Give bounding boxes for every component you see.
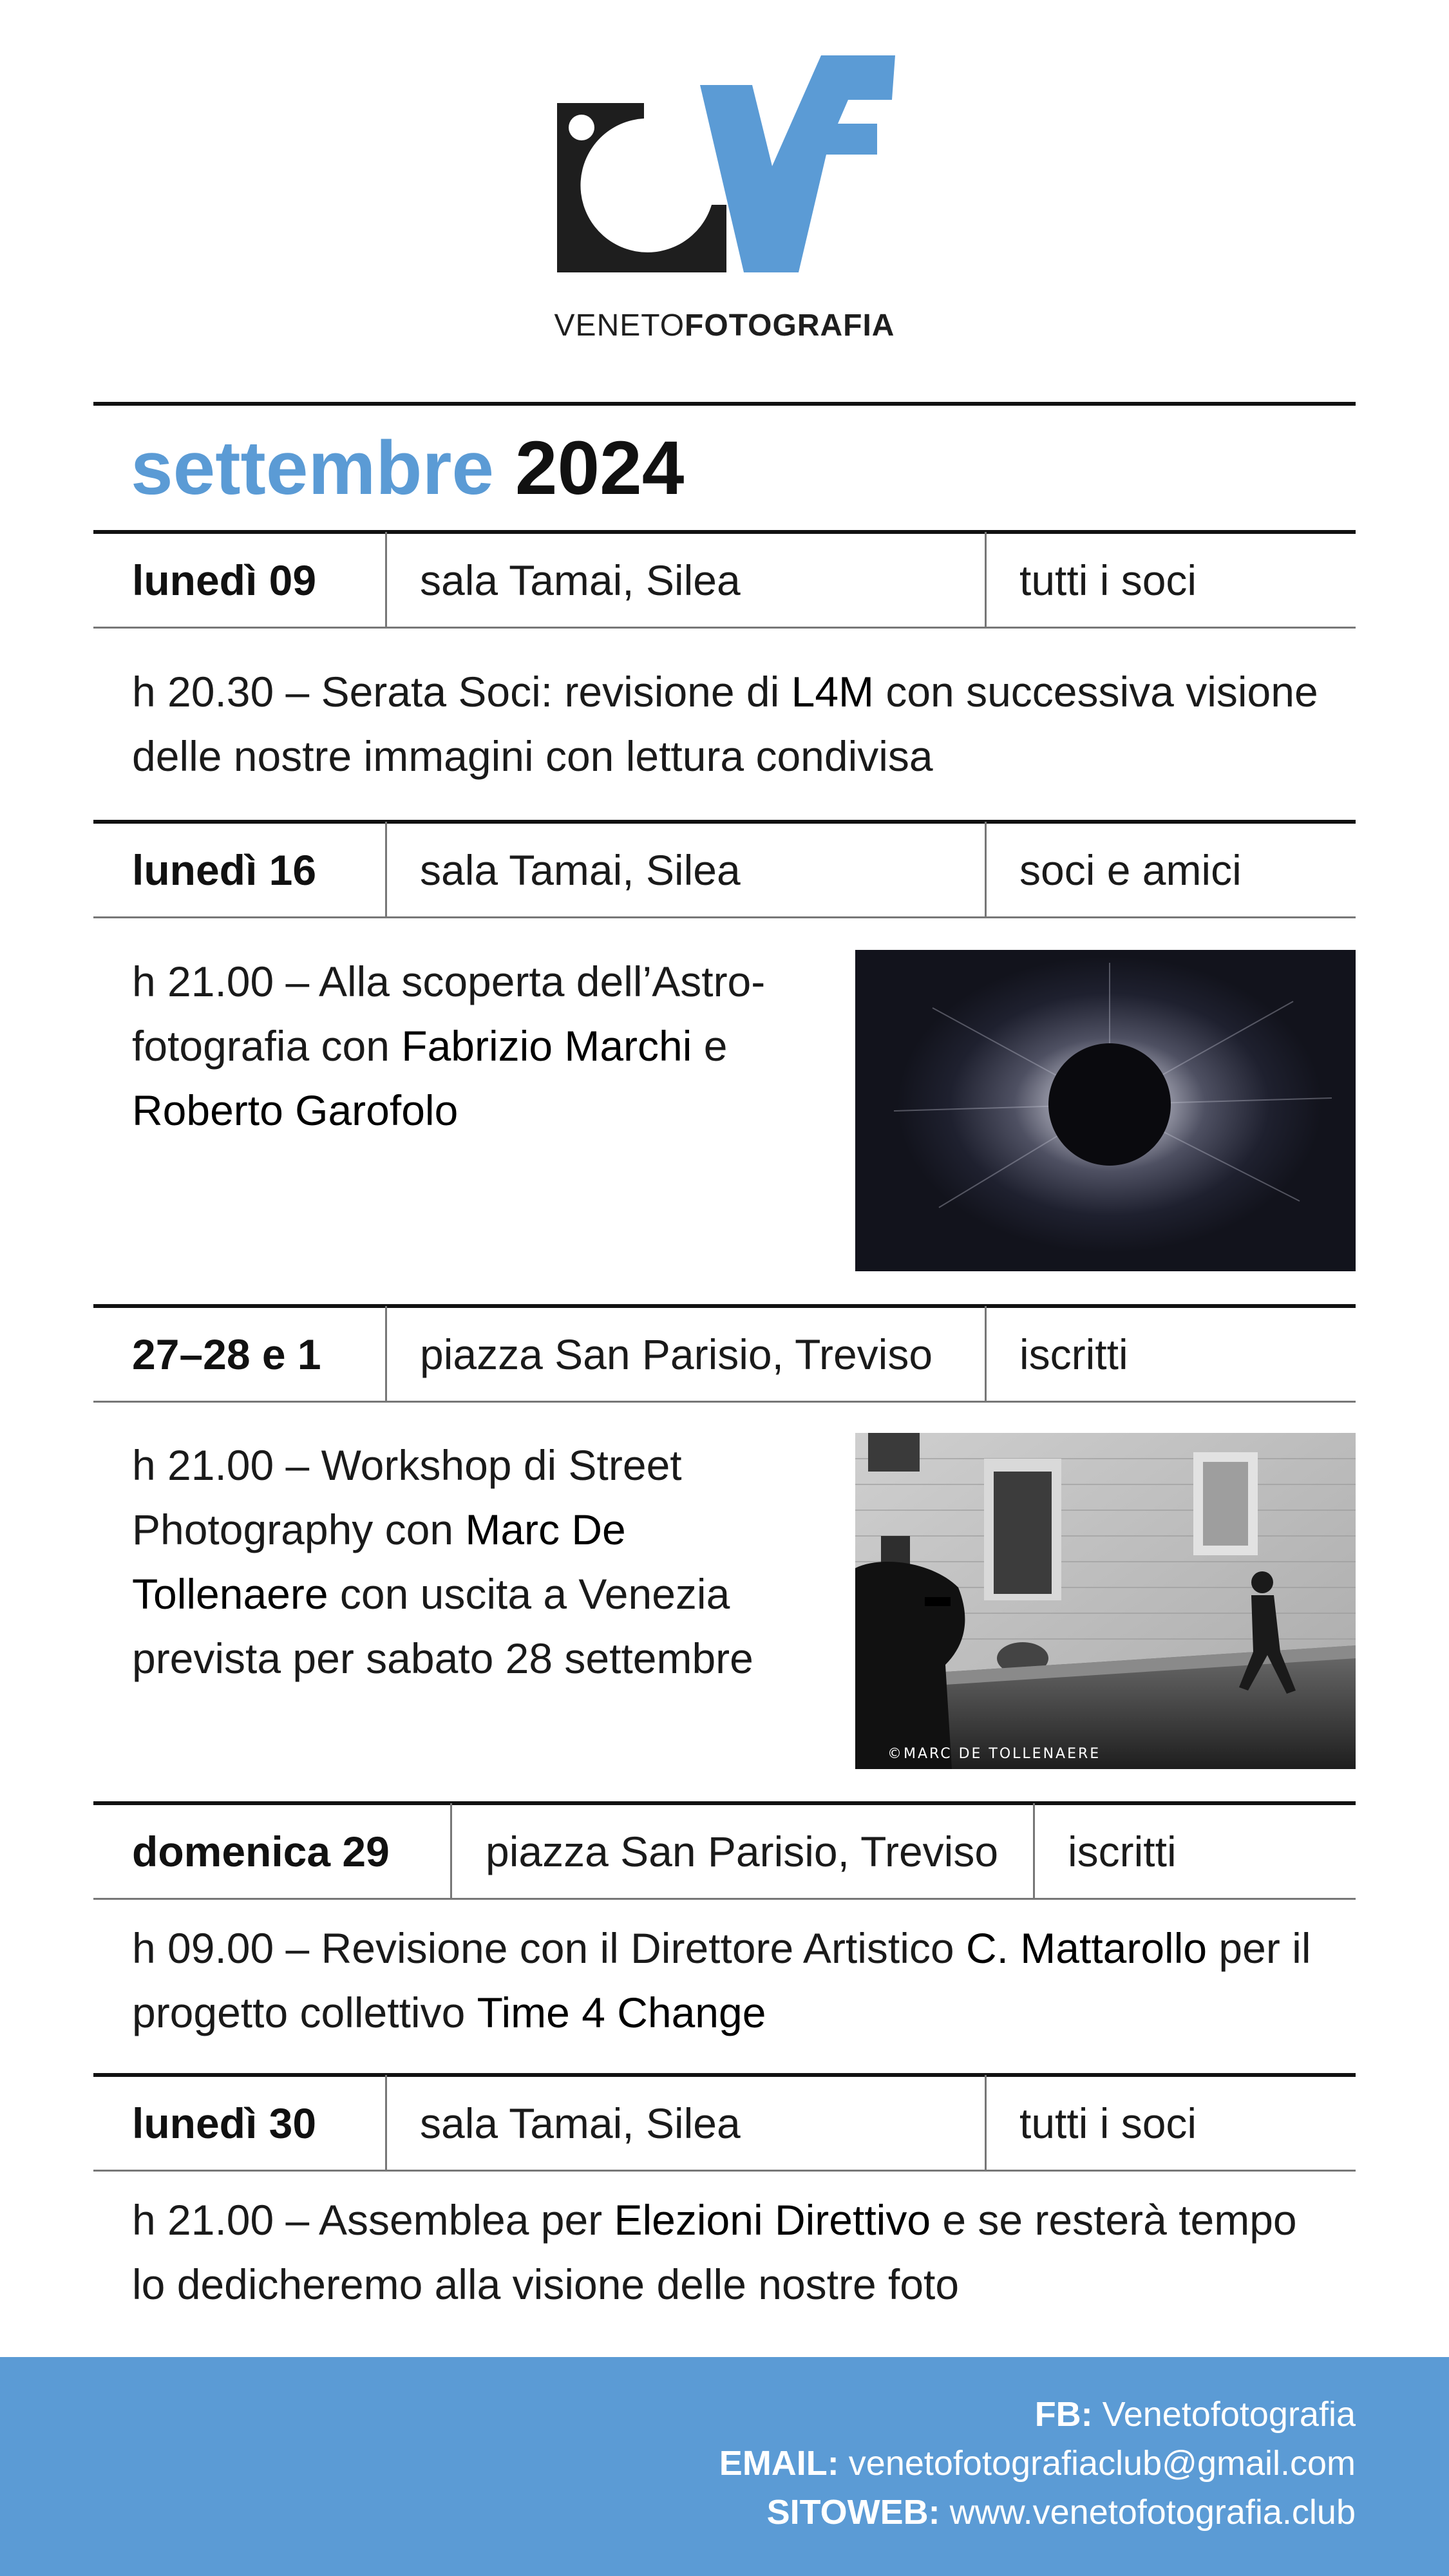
logo — [551, 52, 898, 277]
event-description — [132, 2188, 1330, 2316]
column-divider — [985, 532, 987, 627]
event-audience: iscritti — [1019, 1331, 1128, 1378]
column-divider — [385, 2075, 387, 2170]
event-day: lunedì 09 — [132, 556, 317, 604]
event-description-highlight: Time 4 Change — [477, 1989, 766, 2036]
footer-email-label: EMAIL: — [719, 2444, 839, 2483]
event-day: lunedì 16 — [132, 846, 317, 894]
footer-website-label: SITOWEB: — [766, 2493, 940, 2532]
event-description-highlight: Marc De Tollenaere — [132, 1506, 626, 1618]
divider — [93, 1801, 1356, 1805]
event-description-text: e se resterà tempo lo dedicheremo alla visione delle nostre foto — [132, 2196, 1297, 2308]
event-place: piazza San Parisio, Treviso — [420, 1331, 933, 1378]
event-place: piazza San Parisio, Treviso — [486, 1828, 999, 1875]
event-day: lunedì 30 — [132, 2099, 317, 2147]
event-day: 27–28 e 1 — [132, 1331, 321, 1378]
footer — [0, 2357, 1449, 2576]
event-audience: soci e amici — [1019, 846, 1242, 894]
brand-wordmark — [0, 308, 1449, 343]
event-place: sala Tamai, Silea — [420, 846, 741, 894]
veneto-fotografia-logo-icon — [551, 52, 898, 277]
event-audience: tutti i soci — [1019, 2099, 1197, 2147]
footer-facebook-label: FB: — [1034, 2395, 1093, 2434]
footer-facebook[interactable] — [1035, 2394, 1356, 2434]
event-description-text: per il progetto collettivo — [132, 1924, 1311, 2036]
street-photo-icon — [855, 1433, 1356, 1769]
divider — [93, 627, 1356, 629]
solar-eclipse-photo-icon — [855, 950, 1356, 1271]
column-divider — [1033, 1803, 1035, 1898]
event-description — [132, 1916, 1330, 2045]
page-title — [131, 426, 685, 511]
brand-wordmark-part2: FOTOGRAFIA — [685, 308, 895, 343]
eclipse-photo — [855, 950, 1356, 1271]
divider — [93, 2170, 1356, 2172]
footer-facebook-value[interactable]: Venetofotografia — [1102, 2395, 1356, 2434]
column-divider — [385, 822, 387, 916]
column-divider — [985, 822, 987, 916]
event-place: sala Tamai, Silea — [420, 2099, 741, 2147]
divider-top — [93, 402, 1356, 406]
column-divider — [385, 1306, 387, 1401]
event-description-text: h 21.00 – Alla scoperta dell’Astro-fotografia con — [132, 958, 766, 1070]
divider — [93, 1304, 1356, 1308]
event-description-highlight: Roberto Garofolo — [132, 1086, 459, 1134]
event-description-text: e — [692, 1022, 728, 1070]
divider — [93, 2073, 1356, 2077]
divider — [93, 820, 1356, 824]
event-description-text: h 09.00 – Revisione con il Direttore Artistico — [132, 1924, 966, 1972]
photo-credit: ©MARC DE TOLLENAERE — [887, 1746, 1101, 1762]
column-divider — [985, 2075, 987, 2170]
event-description-text: con uscita a Venezia prevista per sabato 28 settembre — [132, 1570, 753, 1682]
event-description-text: h 21.00 – Assemblea per — [132, 2196, 614, 2244]
divider — [93, 1401, 1356, 1403]
event-description-highlight: L4M — [791, 668, 875, 715]
event-description — [132, 1433, 828, 1690]
event-description — [132, 659, 1330, 788]
column-divider — [985, 1306, 987, 1401]
event-description-text: h 20.30 – Serata Soci: revisione di — [132, 668, 791, 715]
column-divider — [385, 532, 387, 627]
divider — [93, 916, 1356, 918]
divider — [93, 1898, 1356, 1900]
brand-wordmark-part1: VENETO — [554, 308, 685, 343]
footer-email[interactable] — [719, 2443, 1356, 2483]
street-photo — [855, 1433, 1356, 1769]
event-description-text: h 21.00 – Workshop di Street Photography con — [132, 1441, 682, 1553]
event-audience: iscritti — [1068, 1828, 1177, 1875]
event-description-highlight: Elezioni Direttivo — [614, 2196, 931, 2244]
title-year: 2024 — [515, 426, 685, 511]
title-month: settembre — [131, 426, 495, 511]
event-place: sala Tamai, Silea — [420, 556, 741, 604]
event-audience: tutti i soci — [1019, 556, 1197, 604]
event-description-highlight: Fabrizio Marchi — [401, 1022, 692, 1070]
event-description — [132, 949, 821, 1142]
event-description-text: con successiva visione delle nostre immagini con lettura condivisa — [132, 668, 1318, 780]
event-description-highlight: C. Mattarollo — [965, 1924, 1208, 1972]
column-divider — [450, 1803, 452, 1898]
footer-website[interactable] — [767, 2492, 1356, 2532]
event-day: domenica 29 — [132, 1828, 390, 1875]
footer-email-value[interactable]: venetofotografiaclub@gmail.com — [848, 2444, 1356, 2483]
divider — [93, 530, 1356, 534]
footer-website-value[interactable]: www.venetofotografia.club — [949, 2493, 1356, 2532]
